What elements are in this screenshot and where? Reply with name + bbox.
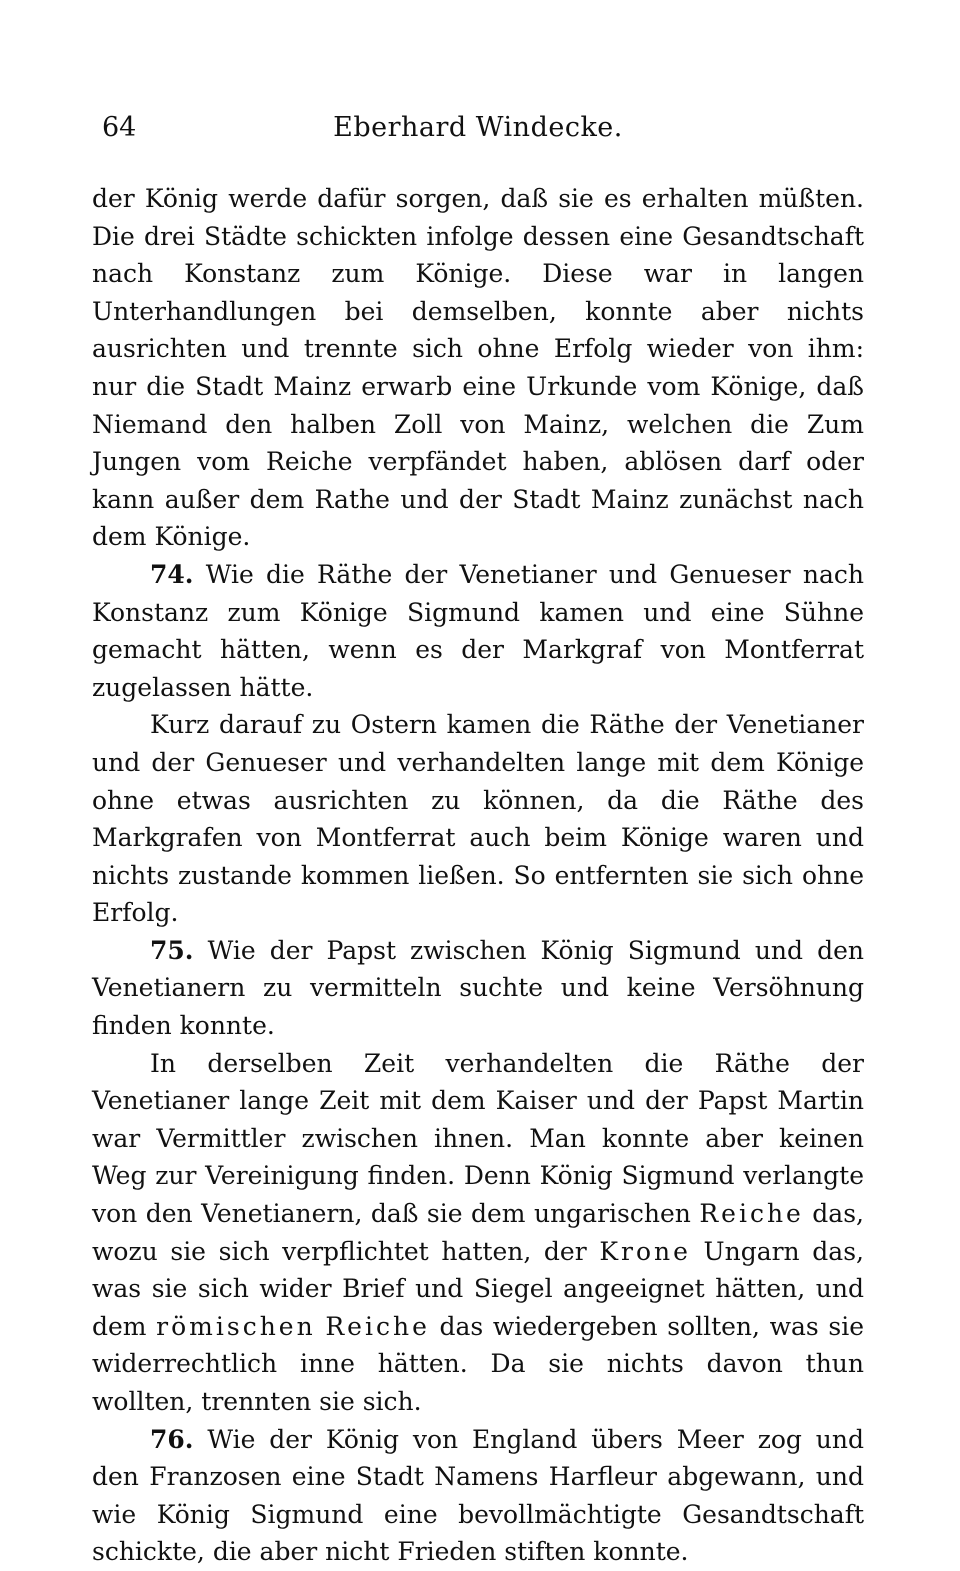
page-header — [92, 112, 864, 152]
section-number: 75. — [150, 935, 194, 965]
section-title: Wie die Räthe der Venetianer und Genueser nach Konstanz zum Könige Sigmund kamen und eine Sühne gemacht hätten, wenn es der Markgraf von Montferrat zugelassen hätte. — [92, 559, 865, 702]
paragraph-continued: der König werde dafür sorgen, daß sie es erhalten müßten. Die drei Städte schickten infolge dessen eine Gesandtschaft nach Konstanz zum Könige. Diese war in langen Unterhandlungen bei demselben, konnte aber nichts ausrichten und trennte sich ohne Erfolg wieder von ihm: nur die Stadt Mainz erwarb eine Urkunde vom Könige, daß Niemand den halben Zoll von Mainz, welchen die Zum Jungen vom Reiche verpfändet haben, ablösen darf oder kann außer dem Rathe und der Stadt Mainz zunächst nach dem Könige. — [92, 184, 864, 552]
book-page — [92, 112, 864, 1571]
emphasized-word: römischen — [156, 1311, 316, 1341]
page-number: 64 — [102, 112, 137, 143]
section-74-heading — [92, 556, 864, 706]
section-number: 76. — [150, 1424, 194, 1454]
section-title: Wie der König von England übers Meer zog und den Franzosen eine Stadt Namens Harfleur abgewann, und wie König Sigmund eine bevollmächtigte Gesandtschaft schickte, die aber nicht Frieden stiften konnte. — [92, 1424, 864, 1567]
text-run: Ungarn das, was sie sich wider Brief und Siegel angeeignet hätten, und dem — [92, 1236, 864, 1341]
body-text — [92, 180, 864, 1571]
emphasized-word: Reiche — [699, 1199, 804, 1229]
emphasized-word: Reiche — [325, 1311, 430, 1341]
running-title: Eberhard Windecke. — [333, 112, 623, 143]
section-number: 74. — [150, 559, 194, 589]
section-75-heading — [92, 932, 864, 1045]
paragraph-section-75 — [92, 1045, 864, 1421]
section-title: Wie der Papst zwischen König Sigmund und den Venetianern zu vermitteln suchte und keine Versöhnung finden konnte. — [92, 935, 864, 1041]
section-76-heading — [92, 1421, 864, 1571]
text-run: das, wozu sie sich verpflichtet hatten, der — [92, 1199, 864, 1266]
text-run: In derselben Zeit verhandelten die Räthe der Venetianer lange Zeit mit dem Kaiser und der Papst Martin war Vermittler zwischen ihnen. Man konnte aber keinen Weg zur Vereinigung finden. Denn König Sigmund verlangte von den Venetianern, daß sie dem ungarischen — [92, 1048, 864, 1229]
emphasized-word: Krone — [599, 1236, 691, 1266]
paragraph-section-74: Kurz darauf zu Ostern kamen die Räthe der Venetianer und der Genueser und verhandelten lange mit dem Könige ohne etwas ausrichten zu können, da die Räthe des Markgrafen von Montferrat auch beim Könige waren und nichts zustande kommen ließen. So entfernten sie sich ohne Erfolg. — [92, 710, 864, 928]
text-run: das wiedergeben sollten, was sie widerrechtlich inne hätten. Da sie nichts davon thun wollten, trennten sie sich. — [92, 1311, 865, 1416]
text-run — [316, 1312, 326, 1341]
